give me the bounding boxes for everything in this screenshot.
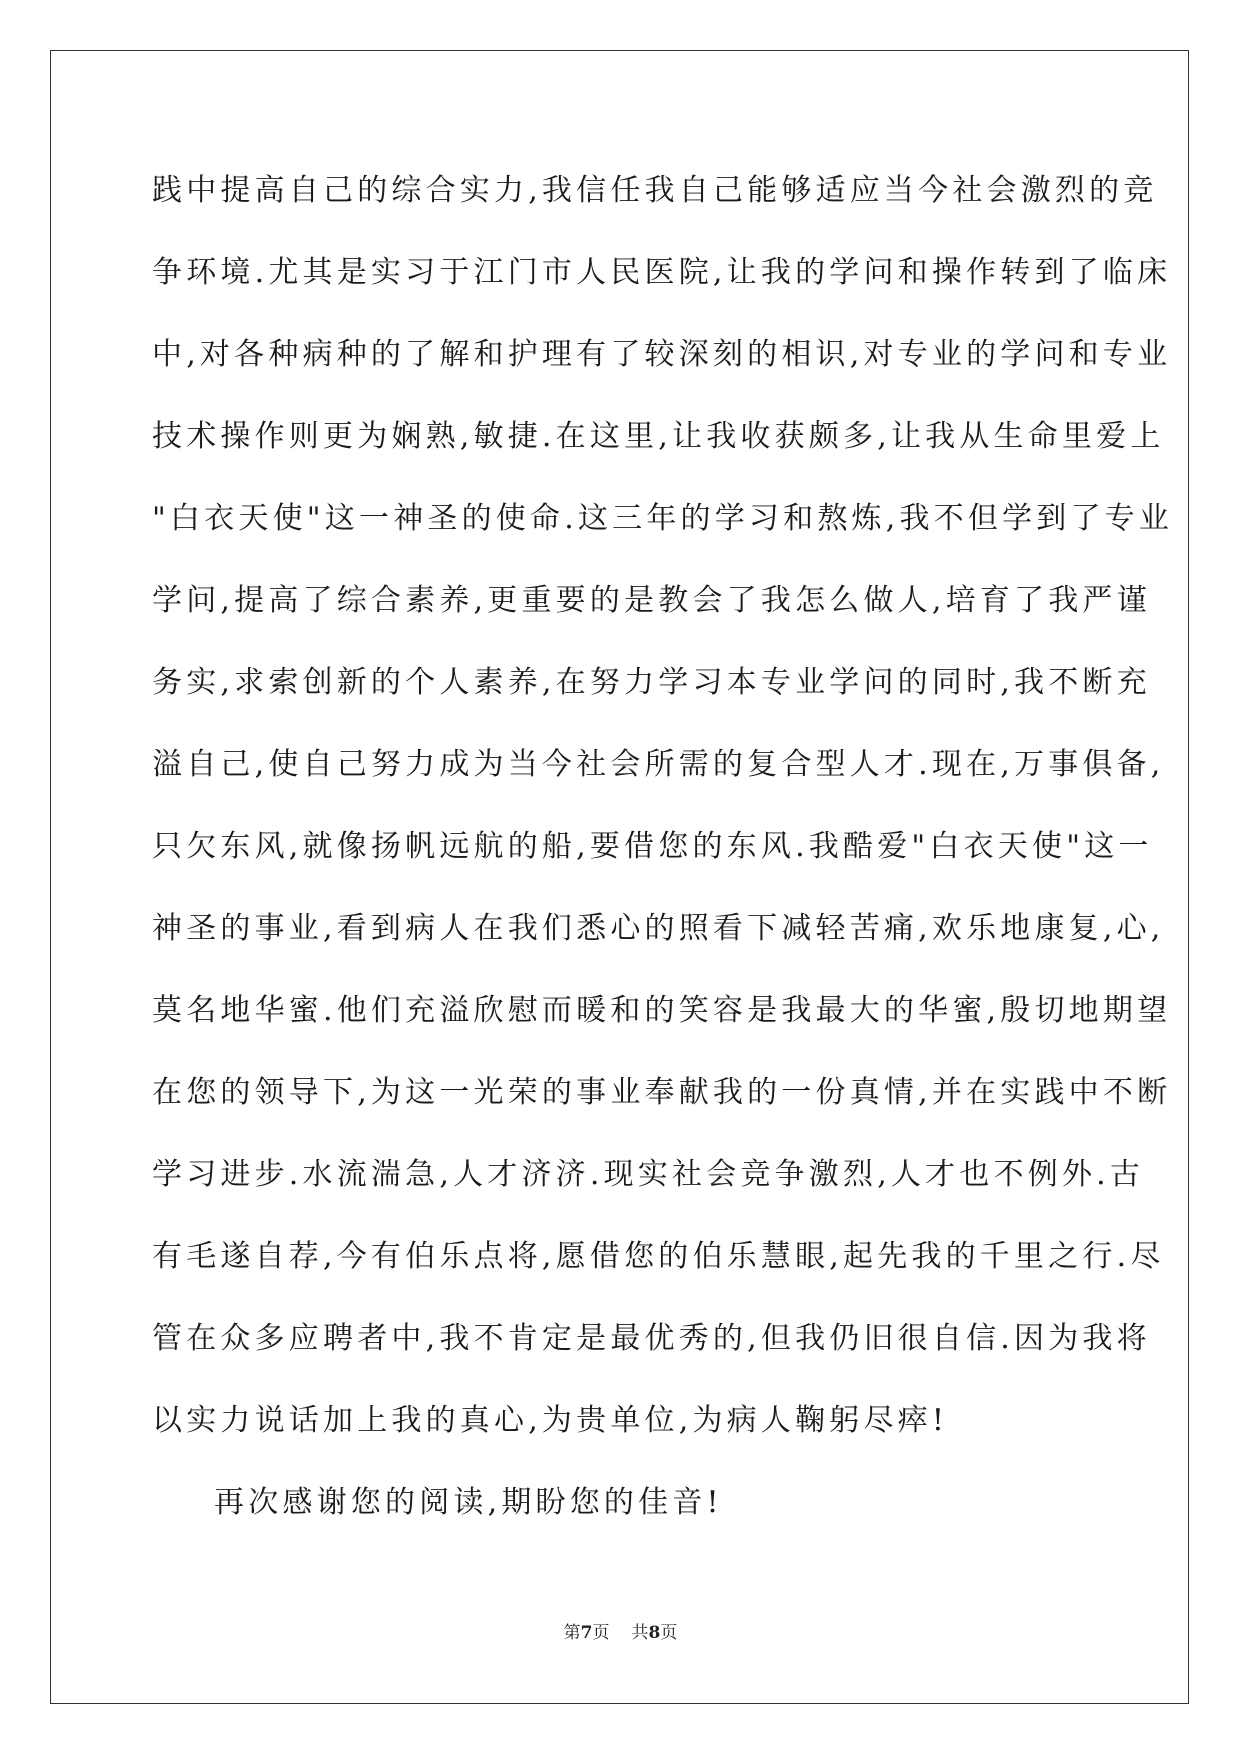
document-body: [152, 160, 1174, 1554]
text-line: 学问,提高了综合素养,更重要的是教会了我怎么做人,培育了我严谨: [152, 583, 1151, 618]
text-line: 学习进步.水流湍急,人才济济.现实社会竞争激烈,人才也不例外.古: [152, 1157, 1145, 1192]
page-footer: [0, 1618, 1241, 1643]
text-line: 溢自己,使自己努力成为当今社会所需的复合型人才.现在,万事俱备,: [152, 747, 1165, 782]
total-prefix: 共: [631, 1623, 649, 1643]
text-line: 只欠东风,就像扬帆远航的船,要借您的东风.我酷爱"白衣天使"这一: [152, 829, 1153, 864]
text-line: 中,对各种病种的了解和护理有了较深刻的相识,对专业的学问和专业: [152, 337, 1172, 372]
text-line: 莫名地华蜜.他们充溢欣慰而暖和的笑容是我最大的华蜜,殷切地期望: [152, 993, 1172, 1028]
page-current: 7: [580, 1623, 593, 1643]
text-line: 以实力说话加上我的真心,为贵单位,为病人鞠躬尽瘁!: [152, 1403, 949, 1438]
page-suffix: 页: [592, 1623, 610, 1643]
text-line: 管在众多应聘者中,我不肯定是最优秀的,但我仍旧很自信.因为我将: [152, 1321, 1151, 1356]
text-line: 争环境.尤其是实习于江门市人民医院,让我的学问和操作转到了临床: [152, 255, 1172, 290]
text-line: 践中提高自己的综合实力,我信任我自己能够适应当今社会激烈的竞: [152, 173, 1158, 208]
text-line: 务实,求索创新的个人素养,在努力学习本专业学问的同时,我不断充: [152, 665, 1151, 700]
text-line: 技术操作则更为娴熟,敏捷.在这里,让我收获颇多,让我从生命里爱上: [152, 419, 1165, 454]
text-line: 在您的领导下,为这一光荣的事业奉献我的一份真情,并在实践中不断: [152, 1075, 1172, 1110]
closing-line: 再次感谢您的阅读,期盼您的佳音!: [214, 1485, 723, 1520]
page-total: 8: [648, 1623, 661, 1643]
page-prefix: 第: [563, 1623, 581, 1643]
text-line: "白衣天使"这一神圣的使命.这三年的学习和熬炼,我不但学到了专业: [152, 501, 1174, 536]
total-suffix: 页: [660, 1623, 678, 1643]
text-line: 有毛遂自荐,今有伯乐点将,愿借您的伯乐慧眼,起先我的千里之行.尽: [152, 1239, 1165, 1274]
text-line: 神圣的事业,看到病人在我们悉心的照看下减轻苦痛,欢乐地康复,心,: [152, 911, 1165, 946]
